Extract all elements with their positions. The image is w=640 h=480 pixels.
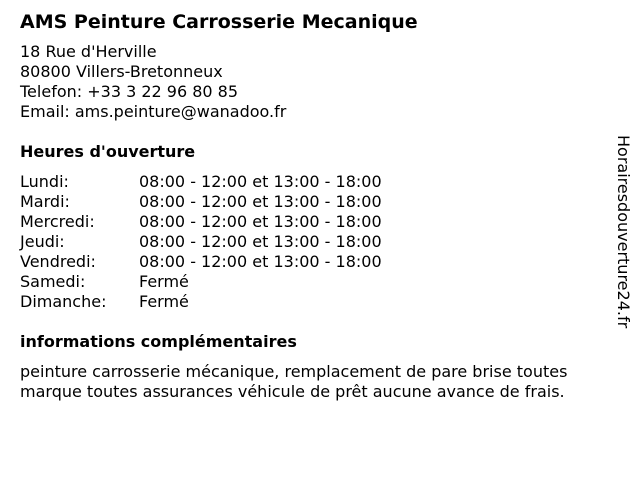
info-description: peinture carrosserie mécanique, remplacement de pare brise toutes marque toutes assurances véhicule de prêt aucune avance de frais.	[20, 362, 568, 401]
day-label: Samedi:	[20, 272, 86, 291]
hours-table	[20, 172, 610, 312]
day-hours: 08:00 - 12:00 et 13:00 - 18:00	[139, 252, 382, 271]
site-watermark: Horairesdouverture24.fr	[614, 135, 633, 329]
business-card	[20, 10, 610, 402]
day-label: Mardi:	[20, 192, 70, 211]
hours-row-tuesday	[20, 192, 610, 212]
day-label: Mercredi:	[20, 212, 95, 231]
day-hours: Fermé	[139, 292, 189, 311]
day-hours: Fermé	[139, 272, 189, 291]
hours-row-wednesday	[20, 212, 610, 232]
address-city: 80800 Villers-Bretonneux	[20, 62, 223, 81]
hours-row-monday	[20, 172, 610, 192]
day-label: Dimanche:	[20, 292, 107, 311]
email-address: Email: ams.peinture@wanadoo.fr	[20, 102, 287, 121]
hours-row-friday	[20, 252, 610, 272]
day-hours: 08:00 - 12:00 et 13:00 - 18:00	[139, 232, 382, 251]
day-hours: 08:00 - 12:00 et 13:00 - 18:00	[139, 192, 382, 211]
day-label: Vendredi:	[20, 252, 96, 271]
day-label: Jeudi:	[20, 232, 65, 251]
hours-row-thursday	[20, 232, 610, 252]
hours-row-saturday	[20, 272, 610, 292]
day-hours: 08:00 - 12:00 et 13:00 - 18:00	[139, 212, 382, 231]
hours-heading: Heures d'ouverture	[20, 142, 196, 161]
day-label: Lundi:	[20, 172, 69, 191]
info-heading: informations complémentaires	[20, 332, 297, 351]
phone-number: Telefon: +33 3 22 96 80 85	[20, 82, 239, 101]
address-street: 18 Rue d'Herville	[20, 42, 157, 61]
business-name: AMS Peinture Carrosserie Mecanique	[20, 11, 418, 33]
hours-row-sunday	[20, 292, 610, 312]
day-hours: 08:00 - 12:00 et 13:00 - 18:00	[139, 172, 382, 191]
